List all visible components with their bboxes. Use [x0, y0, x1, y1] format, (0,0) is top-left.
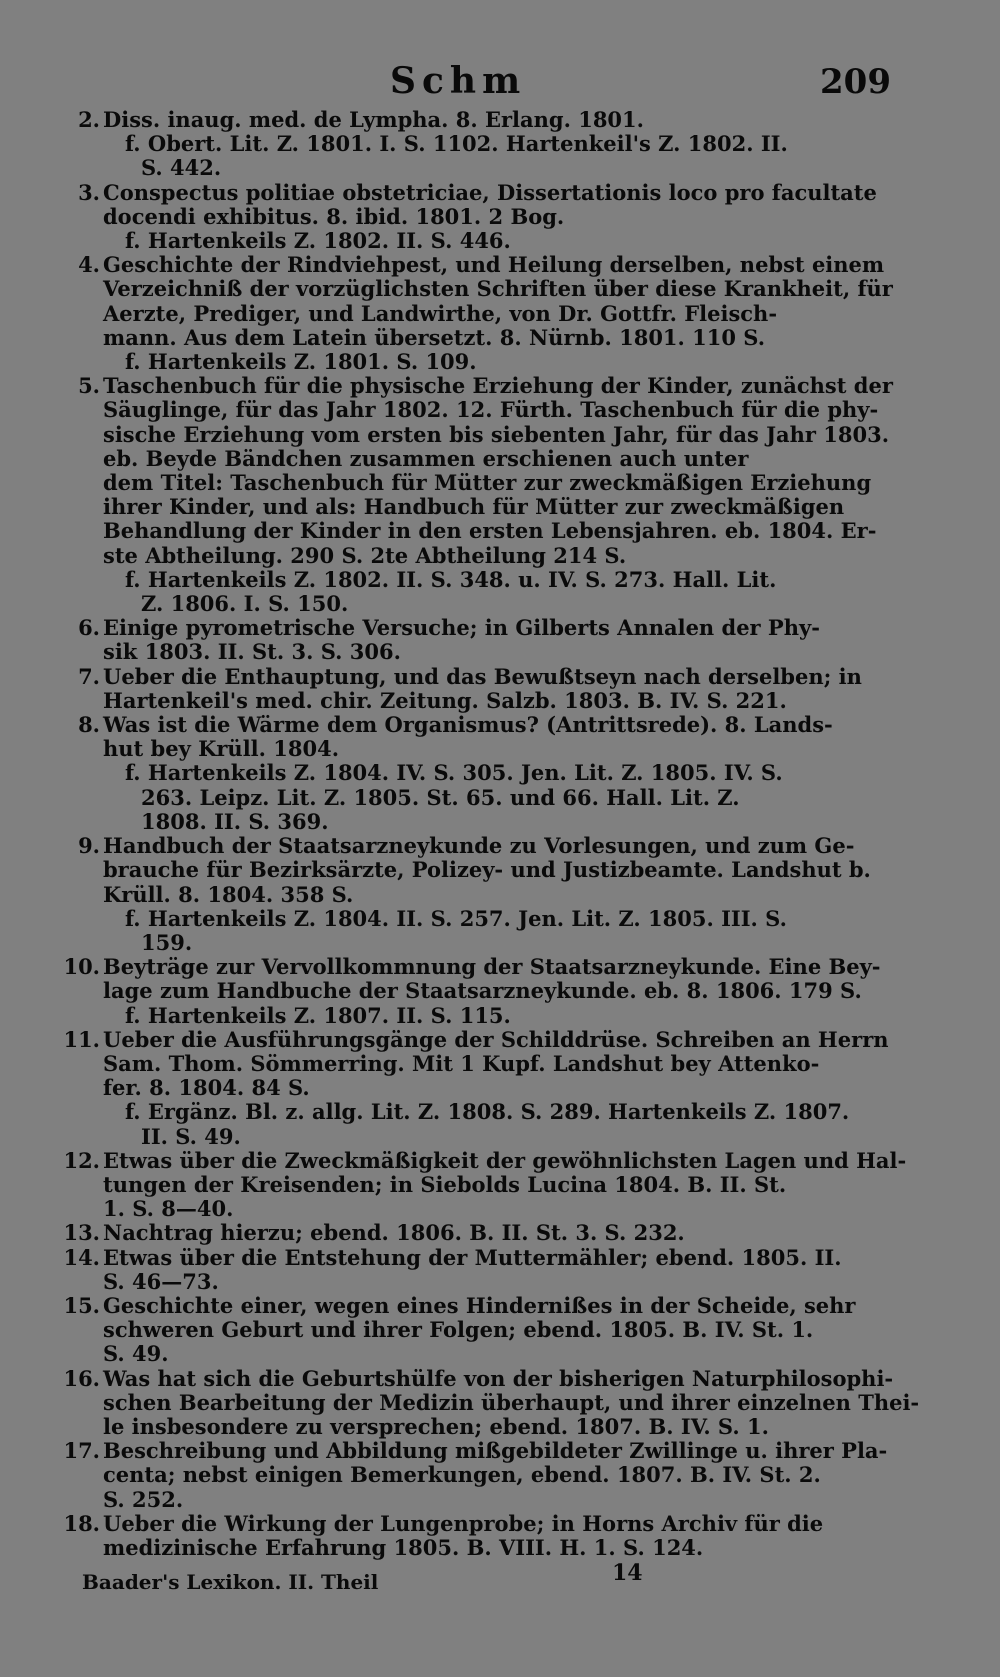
- bibliography-entry: [60, 1026, 889, 1149]
- entry-line: Aerzte, Prediger, und Landwirthe, von Dr. Gottfr. Fleisch-: [103, 300, 778, 326]
- entry-line: tungen der Kreisenden; in Siebolds Lucina 1804. B. II. St.: [103, 1171, 787, 1197]
- bibliography-entry: [60, 665, 860, 713]
- entry-line: Geschichte der Rindviehpest, und Heilung derselben, nebst einem: [103, 252, 885, 278]
- bibliography-entry: [60, 179, 877, 254]
- entry-number: 10.: [63, 954, 100, 980]
- footer-book-title: Baader's Lexikon. II. Theil: [82, 1570, 379, 1594]
- entry-line: 1. S. 8—40.: [103, 1196, 234, 1222]
- entry-line: Hartenkeil's med. chir. Zeitung. Salzb. 1803. B. IV. S. 221.: [103, 687, 787, 713]
- entry-line: f. Ergänz. Bl. z. allg. Lit. Z. 1808. S. 289. Hartenkeils Z. 1807.: [125, 1099, 850, 1125]
- entry-line: f. Hartenkeils Z. 1804. IV. S. 305. Jen. Lit. Z. 1805. IV. S.: [125, 760, 783, 786]
- entry-line: Ueber die Ausführungsgänge der Schilddrüse. Schreiben an Herrn: [103, 1026, 889, 1052]
- entry-line: ste Abtheilung. 290 S. 2te Abtheilung 214 S.: [103, 542, 627, 568]
- entry-number: 18.: [63, 1510, 100, 1536]
- entry-number: 17.: [63, 1438, 100, 1464]
- entry-line: S. 252.: [103, 1486, 184, 1512]
- entry-line: Nachtrag hierzu; ebend. 1806. B. II. St. 3. S. 232.: [103, 1220, 685, 1246]
- entry-line: centa; nebst einigen Bemerkungen, ebend. 1807. B. IV. St. 2.: [103, 1462, 821, 1488]
- entry-line: S. 46—73.: [103, 1268, 219, 1294]
- bibliography-entry: [60, 1438, 888, 1512]
- entry-line: Behandlung der Kinder in den ersten Lebensjahren. eb. 1804. Er-: [103, 518, 877, 544]
- signature-mark: 14: [612, 1560, 643, 1586]
- entry-line: sische Erziehung vom ersten bis siebenten Jahr, für das Jahr 1803.: [103, 421, 890, 447]
- entry-line: 263. Leipz. Lit. Z. 1805. St. 65. und 66. Hall. Lit. Z.: [141, 784, 740, 810]
- entry-number: 2.: [78, 107, 100, 132]
- entry-line: II. S. 49.: [141, 1123, 241, 1149]
- entry-number: 4.: [78, 252, 100, 278]
- entry-line: f. Hartenkeils Z. 1807. II. S. 115.: [125, 1002, 511, 1028]
- bibliography-entry: [60, 833, 871, 955]
- entry-line: Säuglinge, für das Jahr 1802. 12. Fürth. Taschenbuch für die phy-: [103, 397, 879, 423]
- entry-line: Ueber die Enthauptung, und das Bewußtseyn nach derselben; in: [103, 663, 862, 689]
- entry-number: 12.: [63, 1147, 100, 1173]
- entry-line: sik 1803. II. St. 3. S. 306.: [103, 639, 401, 665]
- entry-line: Was hat sich die Geburtshülfe von der bisherigen Naturphilosophi-: [103, 1365, 894, 1391]
- entry-number: 16.: [63, 1365, 100, 1391]
- bibliography-entry: [60, 1365, 920, 1440]
- entry-line: f. Hartenkeils Z. 1802. II. S. 348. u. IV. S. 273. Hall. Lit.: [125, 566, 777, 592]
- entry-line: f. Hartenkeils Z. 1801. S. 109.: [125, 349, 477, 375]
- entry-number: 8.: [78, 712, 100, 738]
- entry-line: Sam. Thom. Sömmerring. Mit 1 Kupf. Landshut bey Attenko-: [103, 1050, 820, 1076]
- entry-number: 9.: [78, 833, 100, 859]
- bibliography-entry: [60, 954, 881, 1028]
- entry-line: f. Hartenkeils Z. 1804. II. S. 257. Jen. Lit. Z. 1805. III. S.: [125, 905, 787, 931]
- bibliography-entry: [60, 1221, 860, 1245]
- entry-line: Conspectus politiae obstetriciae, Dissertationis loco pro facultate: [103, 179, 877, 205]
- bibliography-entry: [60, 713, 860, 834]
- bibliography-list: [60, 107, 920, 1560]
- bibliography-entry: [60, 1147, 907, 1222]
- entry-line: hut bey Krüll. 1804.: [103, 736, 340, 762]
- entry-line: Einige pyrometrische Versuche; in Gilberts Annalen der Phy-: [103, 615, 820, 641]
- bibliography-entry: [60, 373, 893, 617]
- entry-line: Beyträge zur Vervollkommnung der Staatsarzneykunde. Eine Bey-: [103, 954, 881, 980]
- entry-line: Diss. inaug. med. de Lympha. 8. Erlang. 1801.: [103, 107, 644, 132]
- entry-line: dem Titel: Taschenbuch für Mütter zur zweckmäßigen Erziehung: [103, 470, 872, 496]
- bibliography-entry: [60, 1246, 860, 1294]
- entry-number: 13.: [63, 1220, 100, 1246]
- entry-line: Handbuch der Staatsarzneykunde zu Vorlesungen, und zum Ge-: [103, 833, 855, 859]
- entry-line: Beschreibung und Abbildung mißgebildeter Zwillinge u. ihrer Pla-: [103, 1438, 888, 1464]
- entry-number: 11.: [63, 1026, 100, 1052]
- entry-number: 15.: [63, 1292, 100, 1318]
- entry-line: f. Obert. Lit. Z. 1801. I. S. 1102. Hartenkeil's Z. 1802. II.: [125, 131, 788, 157]
- entry-line: ihrer Kinder, und als: Handbuch für Mütter zur zweckmäßigen: [103, 494, 845, 520]
- bibliography-entry: [60, 1294, 860, 1367]
- entry-line: fer. 8. 1804. 84 S.: [103, 1075, 310, 1101]
- bibliography-entry: [60, 108, 860, 181]
- entry-line: Geschichte einer, wegen eines Hindernißes in der Scheide, sehr: [103, 1292, 856, 1318]
- entry-number: 14.: [63, 1244, 100, 1270]
- entry-line: mann. Aus dem Latein übersetzt. 8. Nürnb. 1801. 110 S.: [103, 324, 766, 350]
- entry-line: S. 442.: [141, 155, 222, 181]
- entry-number: 6.: [78, 615, 100, 641]
- page-header: [0, 60, 1000, 110]
- entry-line: S. 49.: [103, 1341, 169, 1367]
- entry-number: 3.: [78, 179, 100, 205]
- entry-line: Ueber die Wirkung der Lungenprobe; in Horns Archiv für die: [103, 1510, 824, 1536]
- entry-line: 1808. II. S. 369.: [141, 808, 329, 834]
- entry-line: medizinische Erfahrung 1805. B. VIII. H. 1. S. 124.: [103, 1534, 704, 1560]
- entry-line: Z. 1806. I. S. 150.: [141, 591, 349, 617]
- running-head: Schm: [390, 60, 527, 102]
- entry-line: Krüll. 8. 1804. 358 S.: [103, 881, 354, 907]
- entry-number: 5.: [78, 373, 100, 399]
- page-number: 209: [820, 62, 891, 102]
- entry-line: Verzeichniß der vorzüglichsten Schriften über diese Krankheit, für: [103, 276, 893, 302]
- entry-line: Taschenbuch für die physische Erziehung der Kinder, zunächst der: [103, 373, 893, 399]
- bibliography-entry: [60, 616, 860, 664]
- entry-line: le insbesondere zu versprechen; ebend. 1807. B. IV. S. 1.: [103, 1413, 769, 1439]
- page-footer: [0, 1550, 1000, 1610]
- entry-line: Etwas über die Zweckmäßigkeit der gewöhnlichsten Lagen und Hal-: [103, 1147, 907, 1173]
- entry-line: brauche für Bezirksärzte, Polizey- und Justizbeamte. Landshut b.: [103, 857, 871, 883]
- bibliography-entry: [60, 252, 893, 375]
- entry-line: eb. Beyde Bändchen zusammen erschienen auch unter: [103, 445, 749, 471]
- entry-line: Was ist die Wärme dem Organismus? (Antrittsrede). 8. Lands-: [103, 712, 833, 738]
- entry-line: schen Bearbeitung der Medizin überhaupt, und ihrer einzelnen Thei-: [103, 1389, 920, 1415]
- entry-line: docendi exhibitus. 8. ibid. 1801. 2 Bog.: [103, 203, 565, 229]
- entry-line: schweren Geburt und ihrer Folgen; ebend. 1805. B. IV. St. 1.: [103, 1317, 814, 1343]
- entry-number: 7.: [78, 663, 100, 689]
- entry-line: 159.: [141, 929, 193, 955]
- entry-line: f. Hartenkeils Z. 1802. II. S. 446.: [125, 228, 511, 254]
- entry-line: Etwas über die Entstehung der Muttermähler; ebend. 1805. II.: [103, 1244, 842, 1270]
- entry-line: lage zum Handbuche der Staatsarzneykunde. eb. 8. 1806. 179 S.: [103, 978, 862, 1004]
